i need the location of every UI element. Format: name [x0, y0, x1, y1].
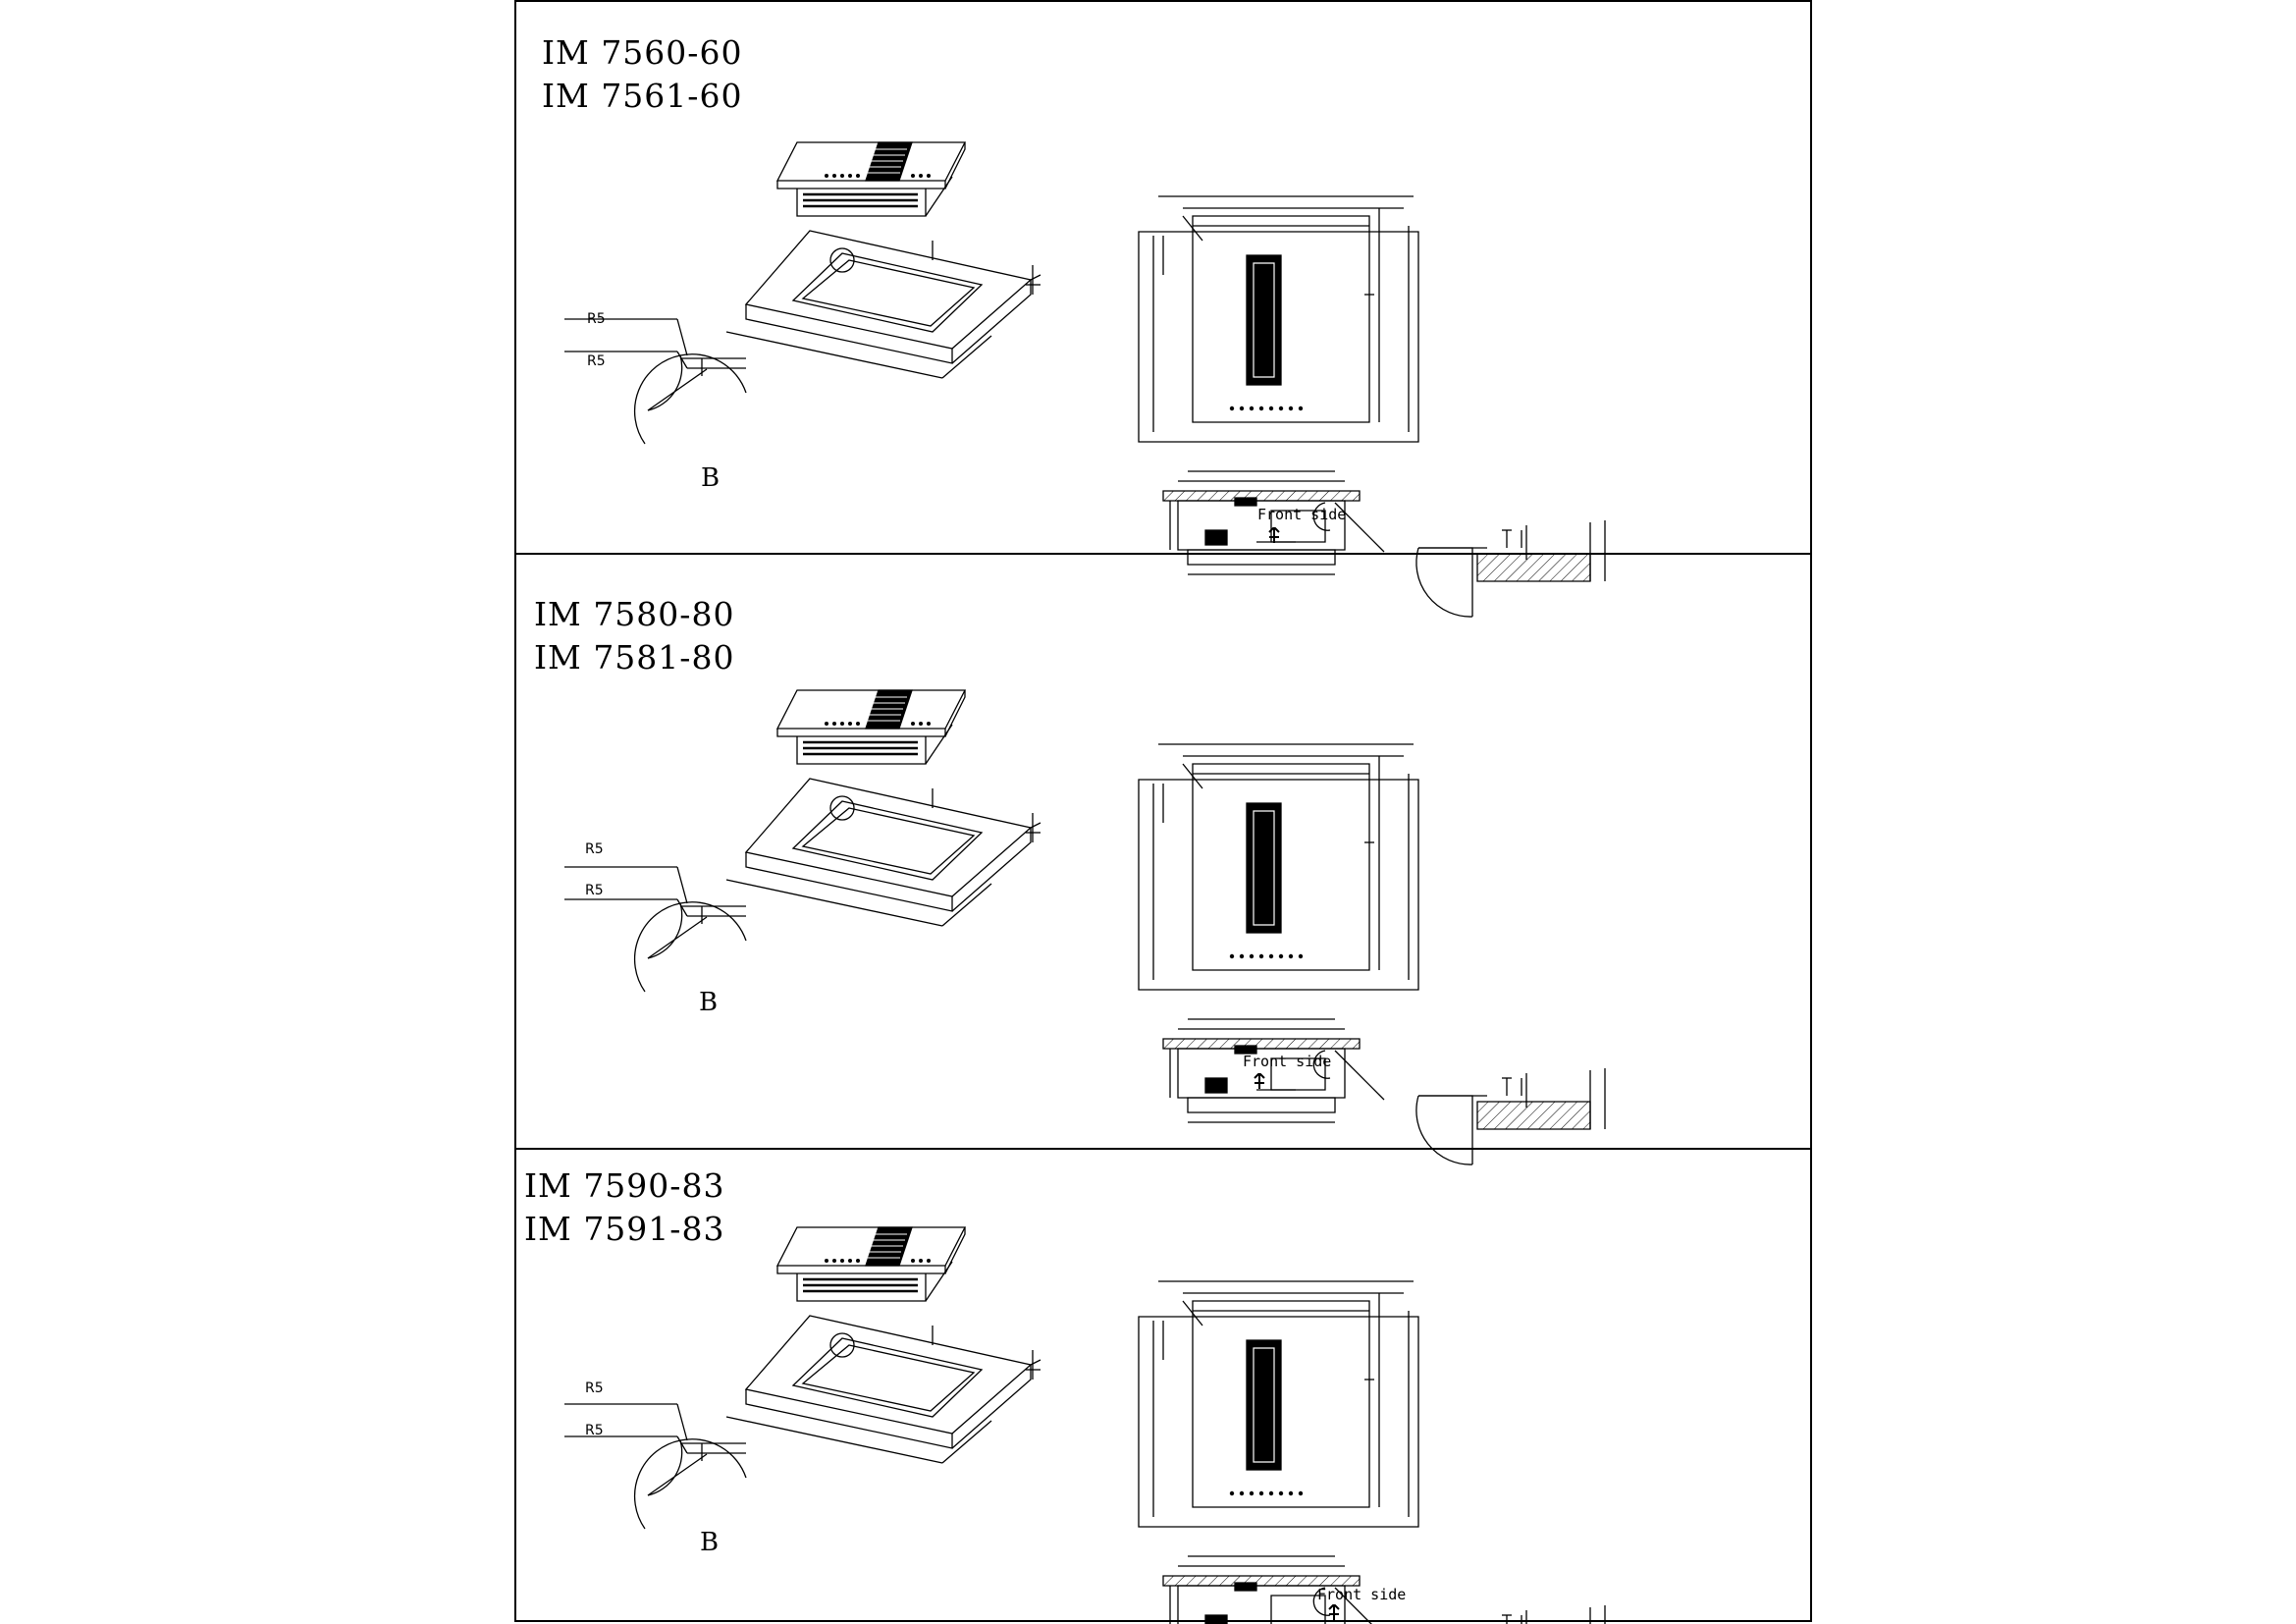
- front-direction-arrow-icon: [1253, 1073, 1266, 1089]
- radius-label: R5: [585, 841, 604, 857]
- front-side-caption: Front side: [1257, 506, 1347, 523]
- model-number-line-2: IM 7561-60: [542, 77, 743, 115]
- front-direction-arrow-icon: [1267, 527, 1281, 543]
- panel-3-drawing: [564, 1227, 1605, 1624]
- radius-label: R5: [587, 353, 606, 369]
- model-number-line-1: IM 7580-80: [534, 595, 735, 633]
- front-direction-arrow-icon: [1327, 1604, 1341, 1620]
- model-number-line-1: IM 7590-83: [524, 1166, 725, 1205]
- front-side-caption: Front side: [1243, 1053, 1332, 1070]
- radius-label: R5: [585, 1423, 604, 1438]
- detail-b-label: B: [701, 463, 721, 493]
- model-number-line-2: IM 7581-80: [534, 638, 735, 677]
- detail-b-label: B: [700, 1528, 720, 1557]
- panel-2-drawing: [564, 690, 1605, 1164]
- front-side-caption: Front side: [1317, 1586, 1407, 1603]
- radius-label: R5: [585, 883, 604, 898]
- model-number-line-2: IM 7591-83: [524, 1210, 725, 1248]
- panel-1-drawing: [564, 142, 1605, 617]
- radius-label: R5: [585, 1380, 604, 1396]
- model-number-line-1: IM 7560-60: [542, 33, 743, 72]
- detail-b-label: B: [699, 988, 719, 1017]
- radius-label: R5: [587, 311, 606, 327]
